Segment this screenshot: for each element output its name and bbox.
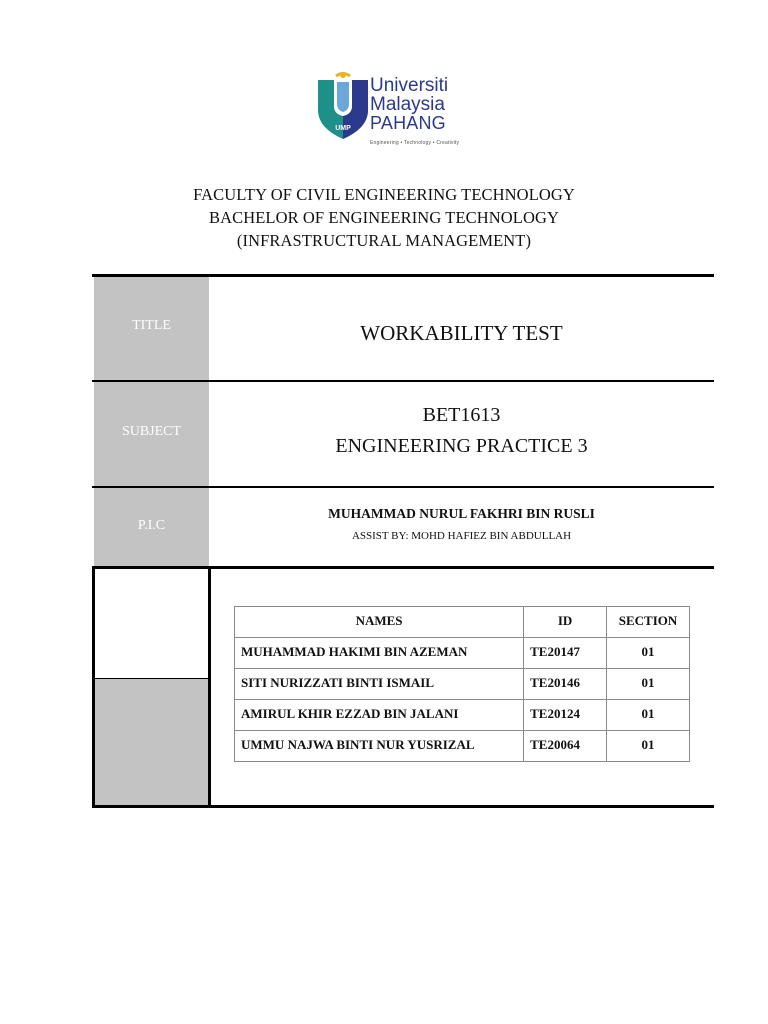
table-row — [235, 700, 690, 731]
member-id: TE20064 — [524, 731, 607, 762]
members-side-grey-cell — [95, 679, 209, 806]
table-row — [235, 731, 690, 762]
member-section: 01 — [607, 700, 690, 731]
rule-bottom — [92, 805, 714, 808]
subject-name: ENGINEERING PRACTICE 3 — [335, 435, 588, 457]
member-section: 01 — [607, 638, 690, 669]
subject-label: SUBJECT — [121, 424, 182, 439]
subject-block — [209, 400, 714, 462]
members-left-border — [92, 566, 95, 808]
pic-label: P.I.C — [137, 518, 166, 533]
faculty-heading — [0, 183, 768, 252]
member-section: 01 — [607, 731, 690, 762]
emblem-mark-text: UMP — [335, 125, 351, 132]
logo-tagline: Engineering • Technology • Creativity — [370, 140, 460, 146]
rule-after-pic — [92, 566, 714, 569]
title-label: TITLE — [132, 318, 171, 333]
subject-code: BET1613 — [422, 404, 501, 426]
logo-line-1: Universiti — [370, 75, 449, 96]
table-row — [235, 638, 690, 669]
report-title: WORKABILITY TEST — [360, 321, 563, 345]
col-header-names: NAMES — [235, 607, 524, 638]
member-name: UMMU NAJWA BINTI NUR YUSRIZAL — [235, 731, 524, 762]
faculty-line-3: (INFRASTRUCTURAL MANAGEMENT) — [236, 231, 532, 250]
member-section: 01 — [607, 669, 690, 700]
rule-after-subject — [92, 486, 714, 488]
members-header-row — [235, 607, 690, 638]
member-name: AMIRUL KHIR EZZAD BIN JALANI — [235, 700, 524, 731]
pic-assist: ASSIST BY: MOHD HAFIEZ BIN ABDULLAH — [351, 530, 572, 542]
logo-wordmark — [370, 76, 459, 153]
rule-after-title — [92, 380, 714, 382]
rule-top — [92, 274, 714, 277]
members-table — [234, 606, 690, 762]
member-name: MUHAMMAD HAKIMI BIN AZEMAN — [235, 638, 524, 669]
members-divider — [208, 566, 211, 808]
ump-emblem-icon — [316, 70, 370, 142]
member-id: TE20147 — [524, 638, 607, 669]
member-name: SITI NURIZZATI BINTI ISMAIL — [235, 669, 524, 700]
members-side-split — [95, 678, 208, 679]
logo-line-2: Malaysia — [370, 94, 445, 115]
col-header-section: SECTION — [607, 607, 690, 638]
pic-name: MUHAMMAD NURUL FAKHRI BIN RUSLI — [328, 506, 595, 521]
logo-line-3: PAHANG — [370, 113, 446, 133]
col-header-id: ID — [524, 607, 607, 638]
faculty-line-1: FACULTY OF CIVIL ENGINEERING TECHNOLOGY — [193, 185, 575, 204]
member-id: TE20146 — [524, 669, 607, 700]
member-id: TE20124 — [524, 700, 607, 731]
table-row — [235, 669, 690, 700]
faculty-line-2: BACHELOR OF ENGINEERING TECHNOLOGY — [208, 208, 560, 227]
